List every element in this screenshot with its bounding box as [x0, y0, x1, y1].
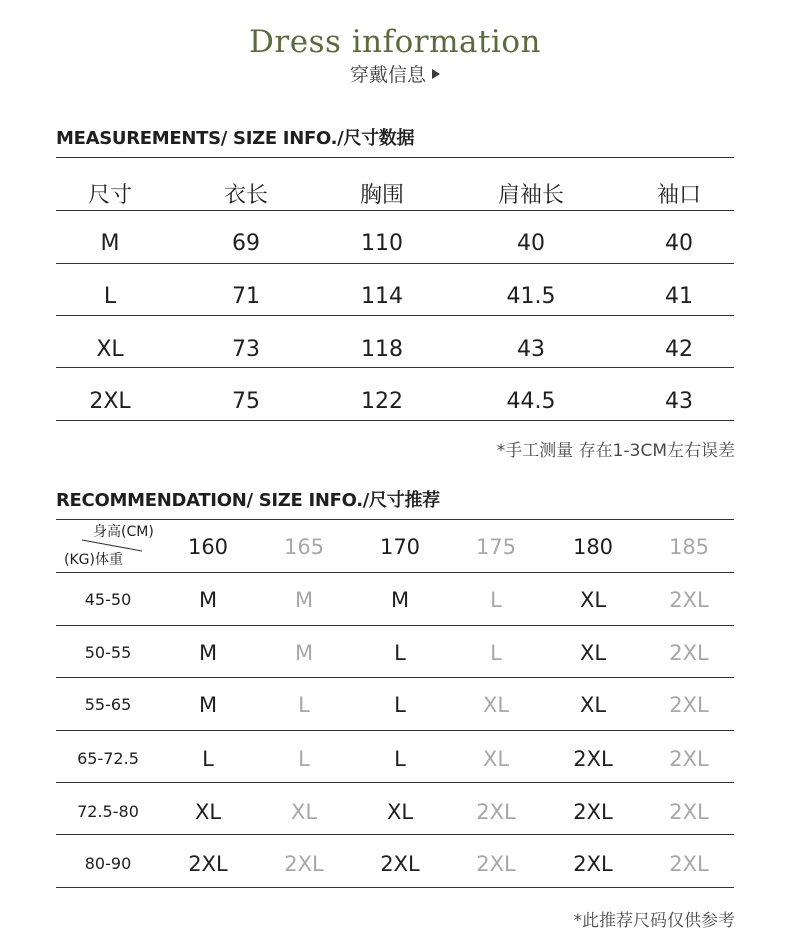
- measurements-value-cell: 114: [361, 284, 403, 309]
- measurements-value-cell: 41.5: [506, 284, 556, 309]
- measurements-rule: [56, 315, 734, 316]
- recommendation-rule: [56, 730, 734, 731]
- recommended-size-cell: 2XL: [284, 852, 324, 876]
- recommended-size-cell: L: [490, 588, 502, 612]
- weight-row-label: 50-55: [84, 643, 132, 662]
- recommended-size-cell: XL: [579, 641, 607, 665]
- measurements-value-cell: 43: [665, 389, 693, 414]
- recommendation-rule: [56, 782, 734, 783]
- recommended-size-cell: L: [298, 747, 310, 771]
- recommended-size-cell: XL: [579, 588, 607, 612]
- recommended-size-cell: L: [394, 641, 406, 665]
- recommendation-note: *此推荐尺码仅供参考: [573, 911, 735, 931]
- recommendation-rule: [56, 887, 734, 888]
- recommended-size-cell: XL: [482, 747, 510, 771]
- recommended-size-cell: 2XL: [573, 747, 613, 771]
- recommended-size-cell: XL: [579, 693, 607, 717]
- measurements-size-cell: L: [103, 284, 117, 309]
- measurements-value-cell: 44.5: [506, 389, 556, 414]
- recommended-size-cell: 2XL: [573, 852, 613, 876]
- measurements-column-header: 衣长: [223, 183, 268, 208]
- recommended-size-cell: M: [198, 693, 218, 717]
- recommended-size-cell: 2XL: [669, 800, 709, 824]
- recommendation-rule: [56, 625, 734, 626]
- measurements-column-header: 肩袖长: [497, 183, 564, 208]
- weight-row-label: 65-72.5: [77, 749, 139, 768]
- weight-axis-label: (KG)体重: [64, 552, 123, 568]
- recommendation-rule: [56, 677, 734, 678]
- height-axis-label: 身高(CM): [93, 524, 154, 540]
- recommended-size-cell: 2XL: [380, 852, 420, 876]
- recommended-size-cell: 2XL: [669, 588, 709, 612]
- measurements-rule: [56, 157, 734, 158]
- weight-row-label: 55-65: [84, 695, 132, 714]
- measurements-heading: MEASUREMENTS/ SIZE INFO./尺寸数据: [56, 128, 415, 149]
- measurements-value-cell: 75: [232, 389, 260, 414]
- measurements-value-cell: 42: [665, 337, 693, 362]
- measurements-rule: [56, 367, 734, 368]
- dress-information-header: [0, 22, 790, 88]
- recommendation-rule: [56, 834, 734, 835]
- recommended-size-cell: 2XL: [669, 693, 709, 717]
- recommendation-heading: RECOMMENDATION/ SIZE INFO./尺寸推荐: [56, 490, 440, 511]
- measurements-column-header: 胸围: [359, 183, 404, 208]
- recommended-size-cell: L: [298, 693, 310, 717]
- height-column-header: 180: [572, 535, 614, 559]
- play-triangle-icon: [432, 69, 440, 79]
- recommended-size-cell: L: [394, 693, 406, 717]
- measurements-value-cell: 40: [517, 231, 545, 256]
- recommended-size-cell: XL: [194, 800, 222, 824]
- measurements-size-cell: 2XL: [89, 389, 131, 414]
- page-title: Dress information: [249, 24, 541, 60]
- weight-row-label: 72.5-80: [77, 802, 139, 821]
- recommended-size-cell: M: [198, 588, 218, 612]
- recommended-size-cell: M: [294, 588, 314, 612]
- measurements-size-cell: M: [100, 231, 120, 256]
- measurements-size-cell: XL: [96, 337, 124, 362]
- height-column-header: 185: [668, 535, 710, 559]
- measurements-value-cell: 40: [665, 231, 693, 256]
- recommended-size-cell: 2XL: [669, 641, 709, 665]
- weight-row-label: 80-90: [84, 854, 132, 873]
- height-column-header: 175: [475, 535, 517, 559]
- measurements-value-cell: 69: [232, 231, 260, 256]
- recommended-size-cell: M: [198, 641, 218, 665]
- recommended-size-cell: M: [390, 588, 410, 612]
- recommendation-rule: [56, 519, 734, 520]
- recommendation-rule: [56, 572, 734, 573]
- height-column-header: 170: [379, 535, 421, 559]
- measurements-value-cell: 110: [361, 231, 403, 256]
- page-subtitle: [0, 62, 790, 88]
- recommended-size-cell: 2XL: [669, 747, 709, 771]
- recommended-size-cell: L: [394, 747, 406, 771]
- recommended-size-cell: 2XL: [188, 852, 228, 876]
- recommended-size-cell: 2XL: [573, 800, 613, 824]
- measurements-value-cell: 41: [665, 284, 693, 309]
- measurements-column-header: 袖口: [656, 183, 701, 208]
- measurements-value-cell: 122: [361, 389, 403, 414]
- height-column-header: 165: [283, 535, 325, 559]
- recommended-size-cell: 2XL: [669, 852, 709, 876]
- recommended-size-cell: 2XL: [476, 852, 516, 876]
- measurements-rule: [56, 420, 734, 421]
- measurements-note: *手工测量 存在1-3CM左右误差: [496, 441, 735, 461]
- subtitle-text: 穿戴信息: [349, 64, 426, 86]
- recommended-size-cell: L: [202, 747, 214, 771]
- recommended-size-cell: L: [490, 641, 502, 665]
- weight-row-label: 45-50: [84, 590, 132, 609]
- measurements-value-cell: 71: [232, 284, 260, 309]
- recommended-size-cell: 2XL: [476, 800, 516, 824]
- measurements-value-cell: 43: [517, 337, 545, 362]
- height-column-header: 160: [187, 535, 229, 559]
- measurements-column-header: 尺寸: [87, 183, 132, 208]
- measurements-value-cell: 73: [232, 337, 260, 362]
- recommended-size-cell: XL: [290, 800, 318, 824]
- measurements-value-cell: 118: [361, 337, 403, 362]
- measurements-rule: [56, 210, 734, 211]
- recommended-size-cell: M: [294, 641, 314, 665]
- measurements-rule: [56, 263, 734, 264]
- recommended-size-cell: XL: [482, 693, 510, 717]
- recommended-size-cell: XL: [386, 800, 414, 824]
